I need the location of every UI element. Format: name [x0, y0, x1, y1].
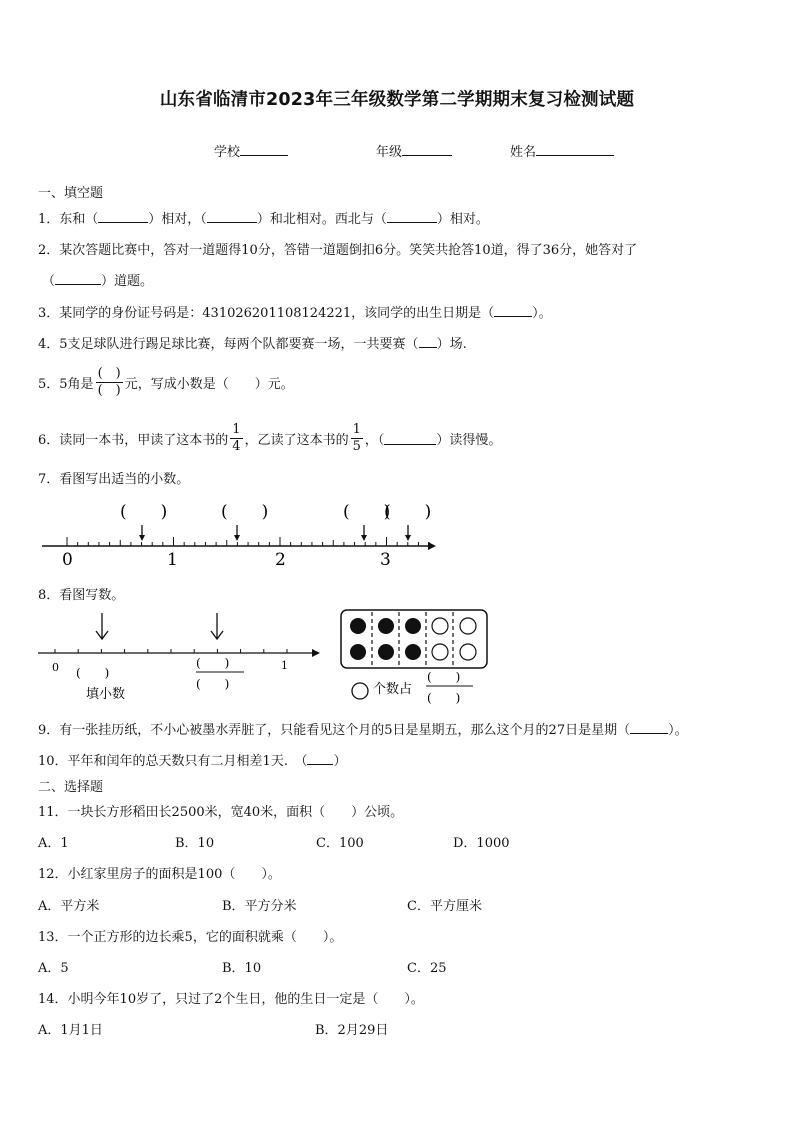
option-b[interactable]: B．10 — [175, 836, 215, 851]
section-choice: 二、选择题 — [38, 780, 104, 795]
question-7: 7．看图写出适当的小数。 — [38, 472, 190, 487]
empty-dot — [432, 618, 448, 634]
grade-field: 年级 — [376, 141, 452, 160]
tick-label-2: 2 — [275, 550, 286, 570]
answer-paren: ( ) — [427, 691, 461, 705]
option-a[interactable]: A．平方米 — [38, 899, 100, 914]
filled-dot — [378, 618, 394, 634]
option-a[interactable]: A．5 — [38, 961, 69, 976]
answer-paren: ( ) — [196, 656, 230, 670]
empty-dot — [432, 644, 448, 660]
option-c[interactable]: C．100 — [316, 836, 364, 851]
question-6: 6．读同一本书，甲读了这本书的 $\frac{1}{4}$ ，乙读了这本书的 $\frac{1}{5}$ ，（ ）读得慢。 — [38, 422, 502, 454]
filled-dot — [350, 618, 366, 634]
number-line-q8 — [30, 605, 330, 705]
option-b[interactable]: B．平方分米 — [222, 899, 297, 914]
section-fill: 一、填空题 — [38, 186, 104, 201]
number-line-q7 — [0, 495, 460, 570]
fraction-one-fifth: $\frac{1}{5}$ — [352, 422, 361, 454]
empty-dot-legend — [352, 683, 368, 699]
option-b[interactable]: B．2月29日 — [315, 1023, 389, 1038]
answer-paren: ( ) — [343, 502, 391, 522]
question-12: 12．小红家里房子的面积是100（ ）。 — [38, 867, 281, 882]
dot-grid-figure — [335, 605, 495, 710]
tick-label-0: 0 — [52, 661, 59, 674]
option-c[interactable]: C．平方厘米 — [407, 899, 482, 914]
empty-dot — [460, 644, 476, 660]
question-2-line2: （ ）道题。 — [42, 274, 154, 289]
option-c[interactable]: C．25 — [407, 961, 447, 976]
filled-dot — [378, 644, 394, 660]
option-d[interactable]: D．1000 — [453, 836, 510, 851]
answer-paren: ( ) — [76, 666, 110, 680]
answer-paren: ( ) — [427, 670, 461, 684]
fraction-one-fourth: $\frac{1}{4}$ — [232, 422, 241, 454]
question-10: 10．平年和闰年的总天数只有二月相差1天. （ ） — [38, 754, 347, 769]
question-5: 5．5角是 $\frac{( )}{( )}$ 元，写成小数是（ ）元。 — [38, 366, 294, 398]
tick-label-0: 0 — [62, 550, 73, 570]
name-field: 姓名 — [510, 141, 614, 160]
filled-dot — [405, 618, 421, 634]
question-2: 2．某次答题比赛中，答对一道题得10分，答错一道题倒扣6分。笑笑共抢答10道，得了36分，她答对了 — [38, 243, 638, 258]
tick-label-1: 1 — [167, 550, 178, 570]
answer-paren: ( ) — [196, 677, 230, 691]
fill-decimal-label: 填小数 — [86, 687, 126, 702]
page-title: 山东省临清市2023年三年级数学第二学期期末复习检测试题 — [159, 90, 635, 110]
filled-dot — [350, 644, 366, 660]
question-8: 8．看图写数。 — [38, 588, 125, 603]
question-1: 1．东和（ ）相对，（ ）和北相对。西北与（ ）相对。 — [38, 212, 489, 227]
answer-paren: ( ) — [120, 502, 168, 522]
question-11: 11．一块长方形稻田长2500米，宽40米，面积（ ）公顷。 — [38, 805, 404, 820]
option-a[interactable]: A．1月1日 — [38, 1023, 103, 1038]
empty-dot — [460, 618, 476, 634]
answer-paren: ( ) — [384, 502, 432, 522]
filled-dot — [405, 644, 421, 660]
tick-label-1: 1 — [281, 659, 288, 672]
fraction-blank: $\frac{( )}{( )}$ — [97, 366, 121, 398]
option-b[interactable]: B．10 — [222, 961, 262, 976]
tick-label-3: 3 — [380, 550, 391, 570]
question-9: 9．有一张挂历纸，不小心被墨水弄脏了，只能看见这个月的5日是星期五，那么这个月的27日是星期（ ）。 — [38, 723, 688, 738]
question-3: 3．某同学的身份证号码是：431026201108124221，该同学的出生日期是（ ）。 — [38, 306, 552, 321]
option-a[interactable]: A．1 — [38, 836, 69, 851]
question-4: 4．5支足球队进行踢足球比赛，每两个队都要赛一场，一共要赛（ ）场. — [38, 337, 467, 352]
question-14: 14．小明今年10岁了，只过了2个生日，他的生日一定是（ ）。 — [38, 992, 424, 1007]
answer-paren: ( ) — [221, 502, 269, 522]
axis-arrow-icon — [312, 649, 320, 657]
count-label: 个数占 — [373, 682, 413, 697]
question-13: 13．一个正方形的边长乘5，它的面积就乘（ ）。 — [38, 930, 343, 945]
school-field: 学校 — [214, 141, 288, 160]
